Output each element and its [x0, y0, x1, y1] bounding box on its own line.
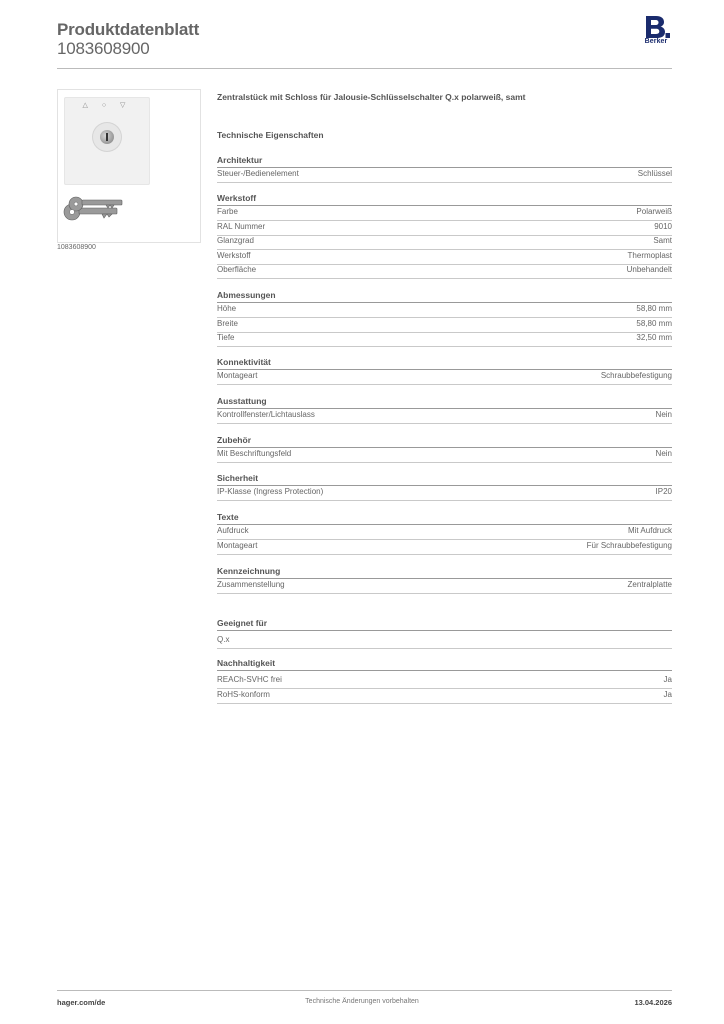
product-title [217, 92, 672, 102]
property-label: IP-Klasse (Ingress Protection) [217, 487, 324, 496]
property-value: Unbehandelt [626, 265, 672, 274]
header-divider [57, 68, 672, 69]
property-value: Ja [663, 675, 672, 684]
property-value: 58,80 mm [636, 318, 672, 328]
property-label: RoHS-konform [217, 689, 270, 699]
group-title: Zubehör [217, 435, 251, 445]
table-row [217, 206, 672, 221]
property-label: Breite [217, 318, 238, 328]
lock-core [100, 130, 114, 144]
keys-icon [62, 190, 126, 230]
property-label: Glanzgrad [217, 236, 254, 245]
berker-logo-mark-icon [642, 16, 670, 38]
table-row [217, 448, 672, 463]
key-slot [106, 133, 108, 141]
property-value: Schlüssel [637, 169, 672, 178]
page-title: Produktdatenblatt [57, 20, 200, 39]
property-value: Thermoplast [627, 250, 672, 260]
property-label: Montageart [217, 371, 258, 380]
table-row [217, 235, 672, 250]
group-title: Ausstattung [217, 396, 267, 406]
property-label: REACh-SVHC frei [217, 675, 282, 684]
product-image [57, 89, 201, 243]
property-value: 32,50 mm [636, 333, 672, 342]
group-title: Abmessungen [217, 290, 276, 300]
table-row [217, 674, 672, 689]
logo-wordmark: Berker [644, 38, 668, 45]
property-value: 9010 [654, 221, 672, 231]
footer-date: 13.04.2026 [634, 998, 672, 1007]
lock-cylinder [93, 123, 121, 151]
property-value: Samt [653, 236, 672, 245]
group-title: Texte [217, 512, 239, 522]
property-label: Aufdruck [217, 526, 249, 535]
berker-logo [640, 16, 672, 52]
property-label: Zusammenstellung [217, 580, 285, 589]
table-row [217, 318, 672, 333]
table-row [217, 689, 672, 704]
property-label: Steuer-/Bedienelement [217, 169, 299, 178]
image-caption: 1083608900 [57, 244, 96, 251]
cover-plate [64, 97, 150, 185]
property-value: IP20 [655, 487, 672, 496]
property-value: 58,80 mm [636, 304, 672, 313]
property-label: Kontrollfenster/Lichtauslass [217, 410, 315, 419]
property-value: Mit Aufdruck [627, 526, 672, 535]
property-value: Nein [655, 410, 672, 419]
table-row [217, 332, 672, 347]
table-row [217, 540, 672, 555]
group-title: Konnektivität [217, 357, 271, 367]
footer-website[interactable]: hager.com/de [57, 998, 106, 1007]
product-title-text: Zentralstück mit Schloss für Jalousie-Schlüsselschalter Q.x polarweiß, samt [217, 92, 526, 102]
group-divider [217, 670, 672, 671]
property-label: Tiefe [217, 333, 235, 342]
group-title: Nachhaltigkeit [217, 658, 276, 668]
property-label: RAL Nummer [217, 221, 266, 231]
property-label: Oberfläche [217, 265, 257, 274]
header [57, 20, 672, 68]
table-row [217, 409, 672, 424]
property-label: Q.x [217, 635, 230, 644]
group-title: Architektur [217, 155, 263, 165]
document-number: 1083608900 [57, 39, 150, 58]
property-value: Schraubbefestigung [600, 371, 672, 380]
table-row [217, 634, 672, 649]
property-label: Montageart [217, 540, 258, 550]
property-value: Polarweiß [636, 207, 672, 216]
section-heading: Technische Eigenschaften [217, 130, 324, 140]
plate-symbols: △ ○ ▽ [82, 102, 132, 109]
table-row [217, 168, 672, 183]
table-row [217, 221, 672, 236]
table-row [217, 250, 672, 265]
property-value: Ja [663, 689, 672, 699]
group-title: Kennzeichnung [217, 566, 281, 576]
table-row [217, 303, 672, 318]
property-label: Werkstoff [217, 250, 251, 260]
property-value: Für Schraubbefestigung [586, 540, 672, 550]
property-value: Zentralplatte [627, 580, 672, 589]
property-label: Farbe [217, 207, 238, 216]
table-row [217, 370, 672, 385]
group-title: Werkstoff [217, 193, 257, 203]
table-row [217, 264, 672, 279]
group-divider [217, 630, 672, 631]
group-title: Geeignet für [217, 618, 268, 628]
property-value: Nein [655, 449, 672, 458]
table-row [217, 579, 672, 594]
table-row [217, 486, 672, 501]
group-title: Sicherheit [217, 473, 259, 483]
table-row [217, 525, 672, 540]
property-label: Mit Beschriftungsfeld [217, 449, 292, 458]
footer-divider [57, 990, 672, 991]
property-label: Höhe [217, 304, 237, 313]
footer-disclaimer: Technische Änderungen vorbehalten [305, 998, 419, 1005]
